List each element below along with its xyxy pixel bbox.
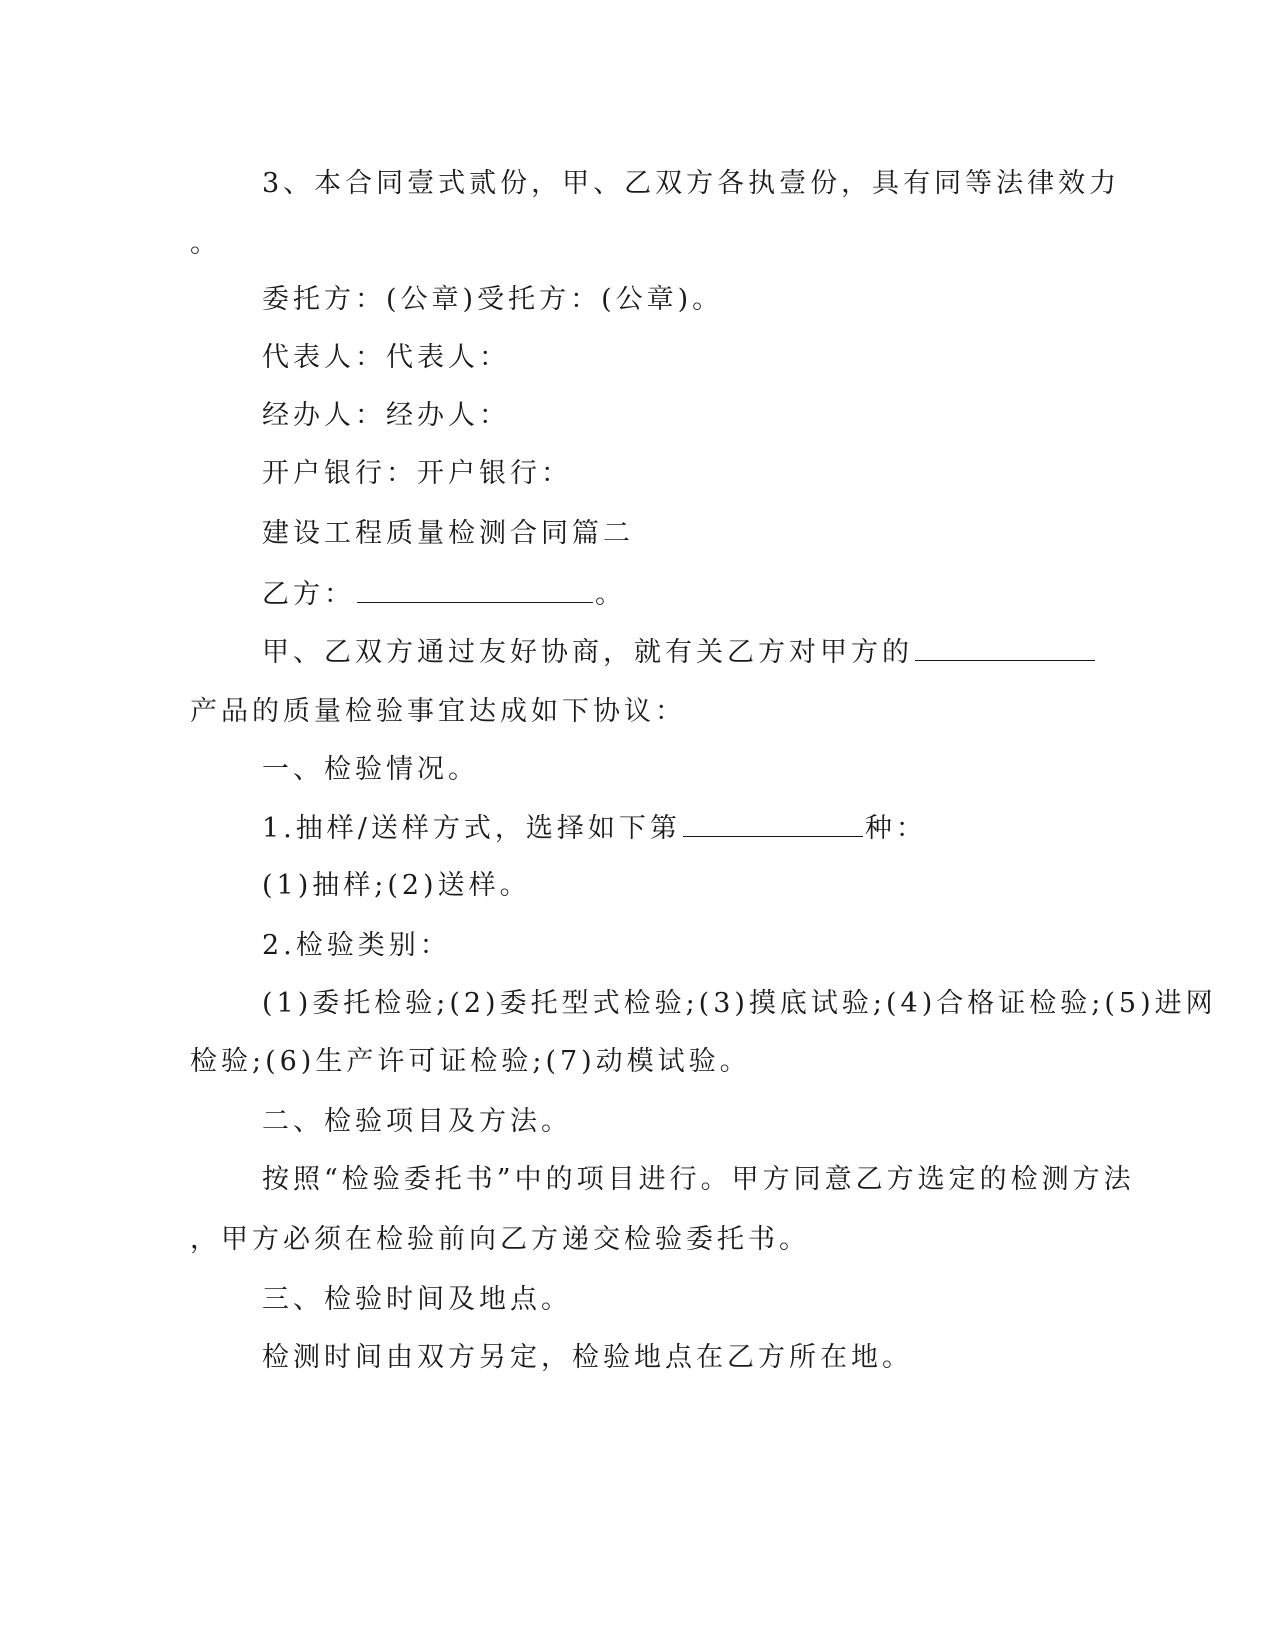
text-line: 一、检验情况。 [262, 754, 479, 785]
paragraph-inspection-types [262, 928, 451, 964]
text-line: 检测时间由双方另定，检验地点在乙方所在地。 [262, 1342, 913, 1373]
paragraph-inspection-options-cont [190, 1044, 751, 1080]
section-heading-time-place [262, 1282, 572, 1318]
fill-in-blank [915, 634, 1095, 661]
paragraph-time-place [262, 1340, 913, 1376]
paragraph-seals [262, 282, 723, 318]
text-line: 乙方： [262, 579, 355, 610]
text-line: 检验;(6)生产许可证检验;(7)动模试验。 [190, 1046, 751, 1077]
section-heading-inspection [262, 752, 479, 788]
text-line: 2.检验类别： [262, 930, 451, 961]
paragraph-sampling-method [262, 810, 927, 847]
text-line: 经办人：经办人： [262, 400, 510, 431]
text-line: 。 [190, 228, 221, 259]
paragraph-commission-cont [190, 1222, 810, 1258]
text-line: 建设工程质量检测合同篇二 [262, 518, 634, 549]
fill-in-blank [357, 576, 593, 603]
text-line: 1.抽样/送样方式，选择如下第 [262, 813, 681, 844]
paragraph-inspection-options [262, 986, 1217, 1022]
paragraph-copies-clause [262, 166, 1120, 202]
paragraph-handler [262, 398, 510, 434]
text-line: 三、检验时间及地点。 [262, 1284, 572, 1315]
paragraph-agreement-intro [262, 634, 1097, 671]
text-line: 代表人：代表人： [262, 342, 510, 373]
text-line: 3、本合同壹式贰份，甲、乙双方各执壹份，具有同等法律效力 [262, 168, 1121, 199]
paragraph-copies-clause-end [190, 226, 221, 262]
text-line: 委托方：(公章)受托方：(公章)。 [262, 284, 724, 315]
paragraph-sampling-options [262, 868, 531, 904]
paragraph-agreement-intro-cont [190, 694, 686, 730]
paragraph-party-b [262, 576, 626, 613]
text-line: ，甲方必须在检验前向乙方递交检验委托书。 [190, 1224, 810, 1255]
section-heading-part-two [262, 516, 634, 552]
text-line: (1)委托检验;(2)委托型式检验;(3)摸底试验;(4)合格证检验;(5)进网 [262, 988, 1217, 1019]
text-line: 按照“检验委托书”中的项目进行。甲方同意乙方选定的检测方法 [262, 1164, 1135, 1195]
text-line: 产品的质量检验事宜达成如下协议： [190, 696, 686, 727]
text-line: (1)抽样;(2)送样。 [262, 870, 531, 901]
text-line: 甲、乙双方通过友好协商，就有关乙方对甲方的 [262, 637, 913, 668]
paragraph-bank [262, 456, 572, 492]
text-line: 种： [864, 813, 927, 844]
text-line: 开户银行：开户银行： [262, 458, 572, 489]
section-heading-items-methods [262, 1104, 572, 1140]
paragraph-representative [262, 340, 510, 376]
paragraph-commission [262, 1162, 1135, 1198]
text-line: 二、检验项目及方法。 [262, 1106, 572, 1137]
text-line: 。 [595, 579, 626, 610]
fill-in-blank [683, 810, 863, 837]
